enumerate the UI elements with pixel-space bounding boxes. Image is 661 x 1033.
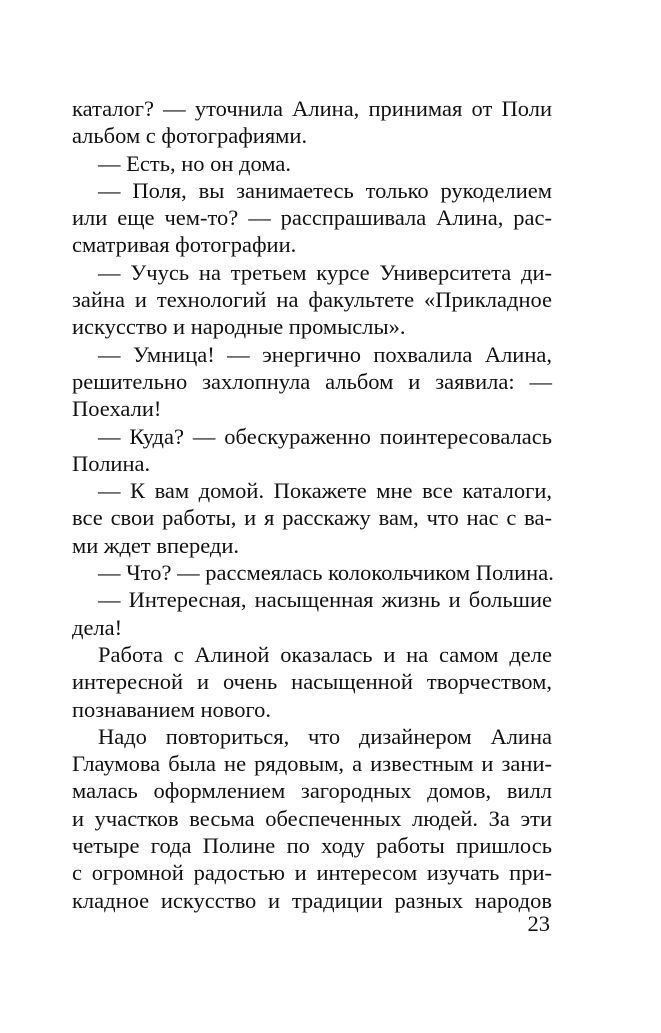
text-line: — К вам домой. Покажете мне все каталоги, xyxy=(98,478,552,504)
text-line: Глаумова была не рядовым, а известным и зани- xyxy=(72,751,552,777)
text-line: решительно захлопнула альбом и заявила: — xyxy=(72,368,552,394)
text-line: искусство и народные промыслы». xyxy=(72,314,406,340)
text-line: или еще чем-то? — расспрашивала Алина, рас- xyxy=(72,205,552,231)
text-line: — Что? — рассмеялась колокольчиком Полина. xyxy=(98,560,554,586)
text-line: все свои работы, и я расскажу вам, что нас с ва- xyxy=(72,505,552,531)
text-line: ми ждет впереди. xyxy=(72,532,240,558)
text-line: — Интересная, насыщенная жизнь и большие xyxy=(98,587,552,613)
text-line: сматривая фотографии. xyxy=(72,232,297,258)
text-line: с огромной радостью и интересом изучать при- xyxy=(72,860,552,886)
body-text xyxy=(72,95,552,914)
text-line: дела! xyxy=(72,614,123,640)
text-line: — Куда? — обескураженно поинтересовалась xyxy=(98,423,552,449)
text-line: — Умница! — энергично похвалила Алина, xyxy=(98,341,552,367)
text-line: Полина. xyxy=(72,450,151,476)
text-line: Работа с Алиной оказалась и на самом деле xyxy=(98,641,552,667)
text-line: каталог? — уточнила Алина, принимая от Поли xyxy=(72,96,552,121)
text-line: интересной и очень насыщенной творчеством, xyxy=(72,669,552,695)
text-line: кладное искусство и традиции разных народов xyxy=(72,887,552,913)
text-line: — Поля, вы занимаетесь только рукоделием xyxy=(98,177,552,203)
text-line: Поехали! xyxy=(72,396,162,422)
text-line: и участков весьма обеспеченных людей. За эти xyxy=(72,805,552,831)
text-line: малась оформлением загородных домов, вилл xyxy=(72,778,552,804)
text-line: — Есть, но он дома. xyxy=(98,150,291,176)
text-line: — Учусь на третьем курсе Университета ди- xyxy=(98,259,552,285)
page-number: 23 xyxy=(527,911,550,936)
text-line: познаванием нового. xyxy=(72,696,272,722)
text-line: альбом с фотографиями. xyxy=(72,123,308,149)
text-line: Надо повториться, что дизайнером Алина xyxy=(98,723,552,749)
text-line: четыре года Полине по ходу работы пришлось xyxy=(72,833,552,859)
text-line: зайна и технологий на факультете «Прикладное xyxy=(72,287,552,313)
